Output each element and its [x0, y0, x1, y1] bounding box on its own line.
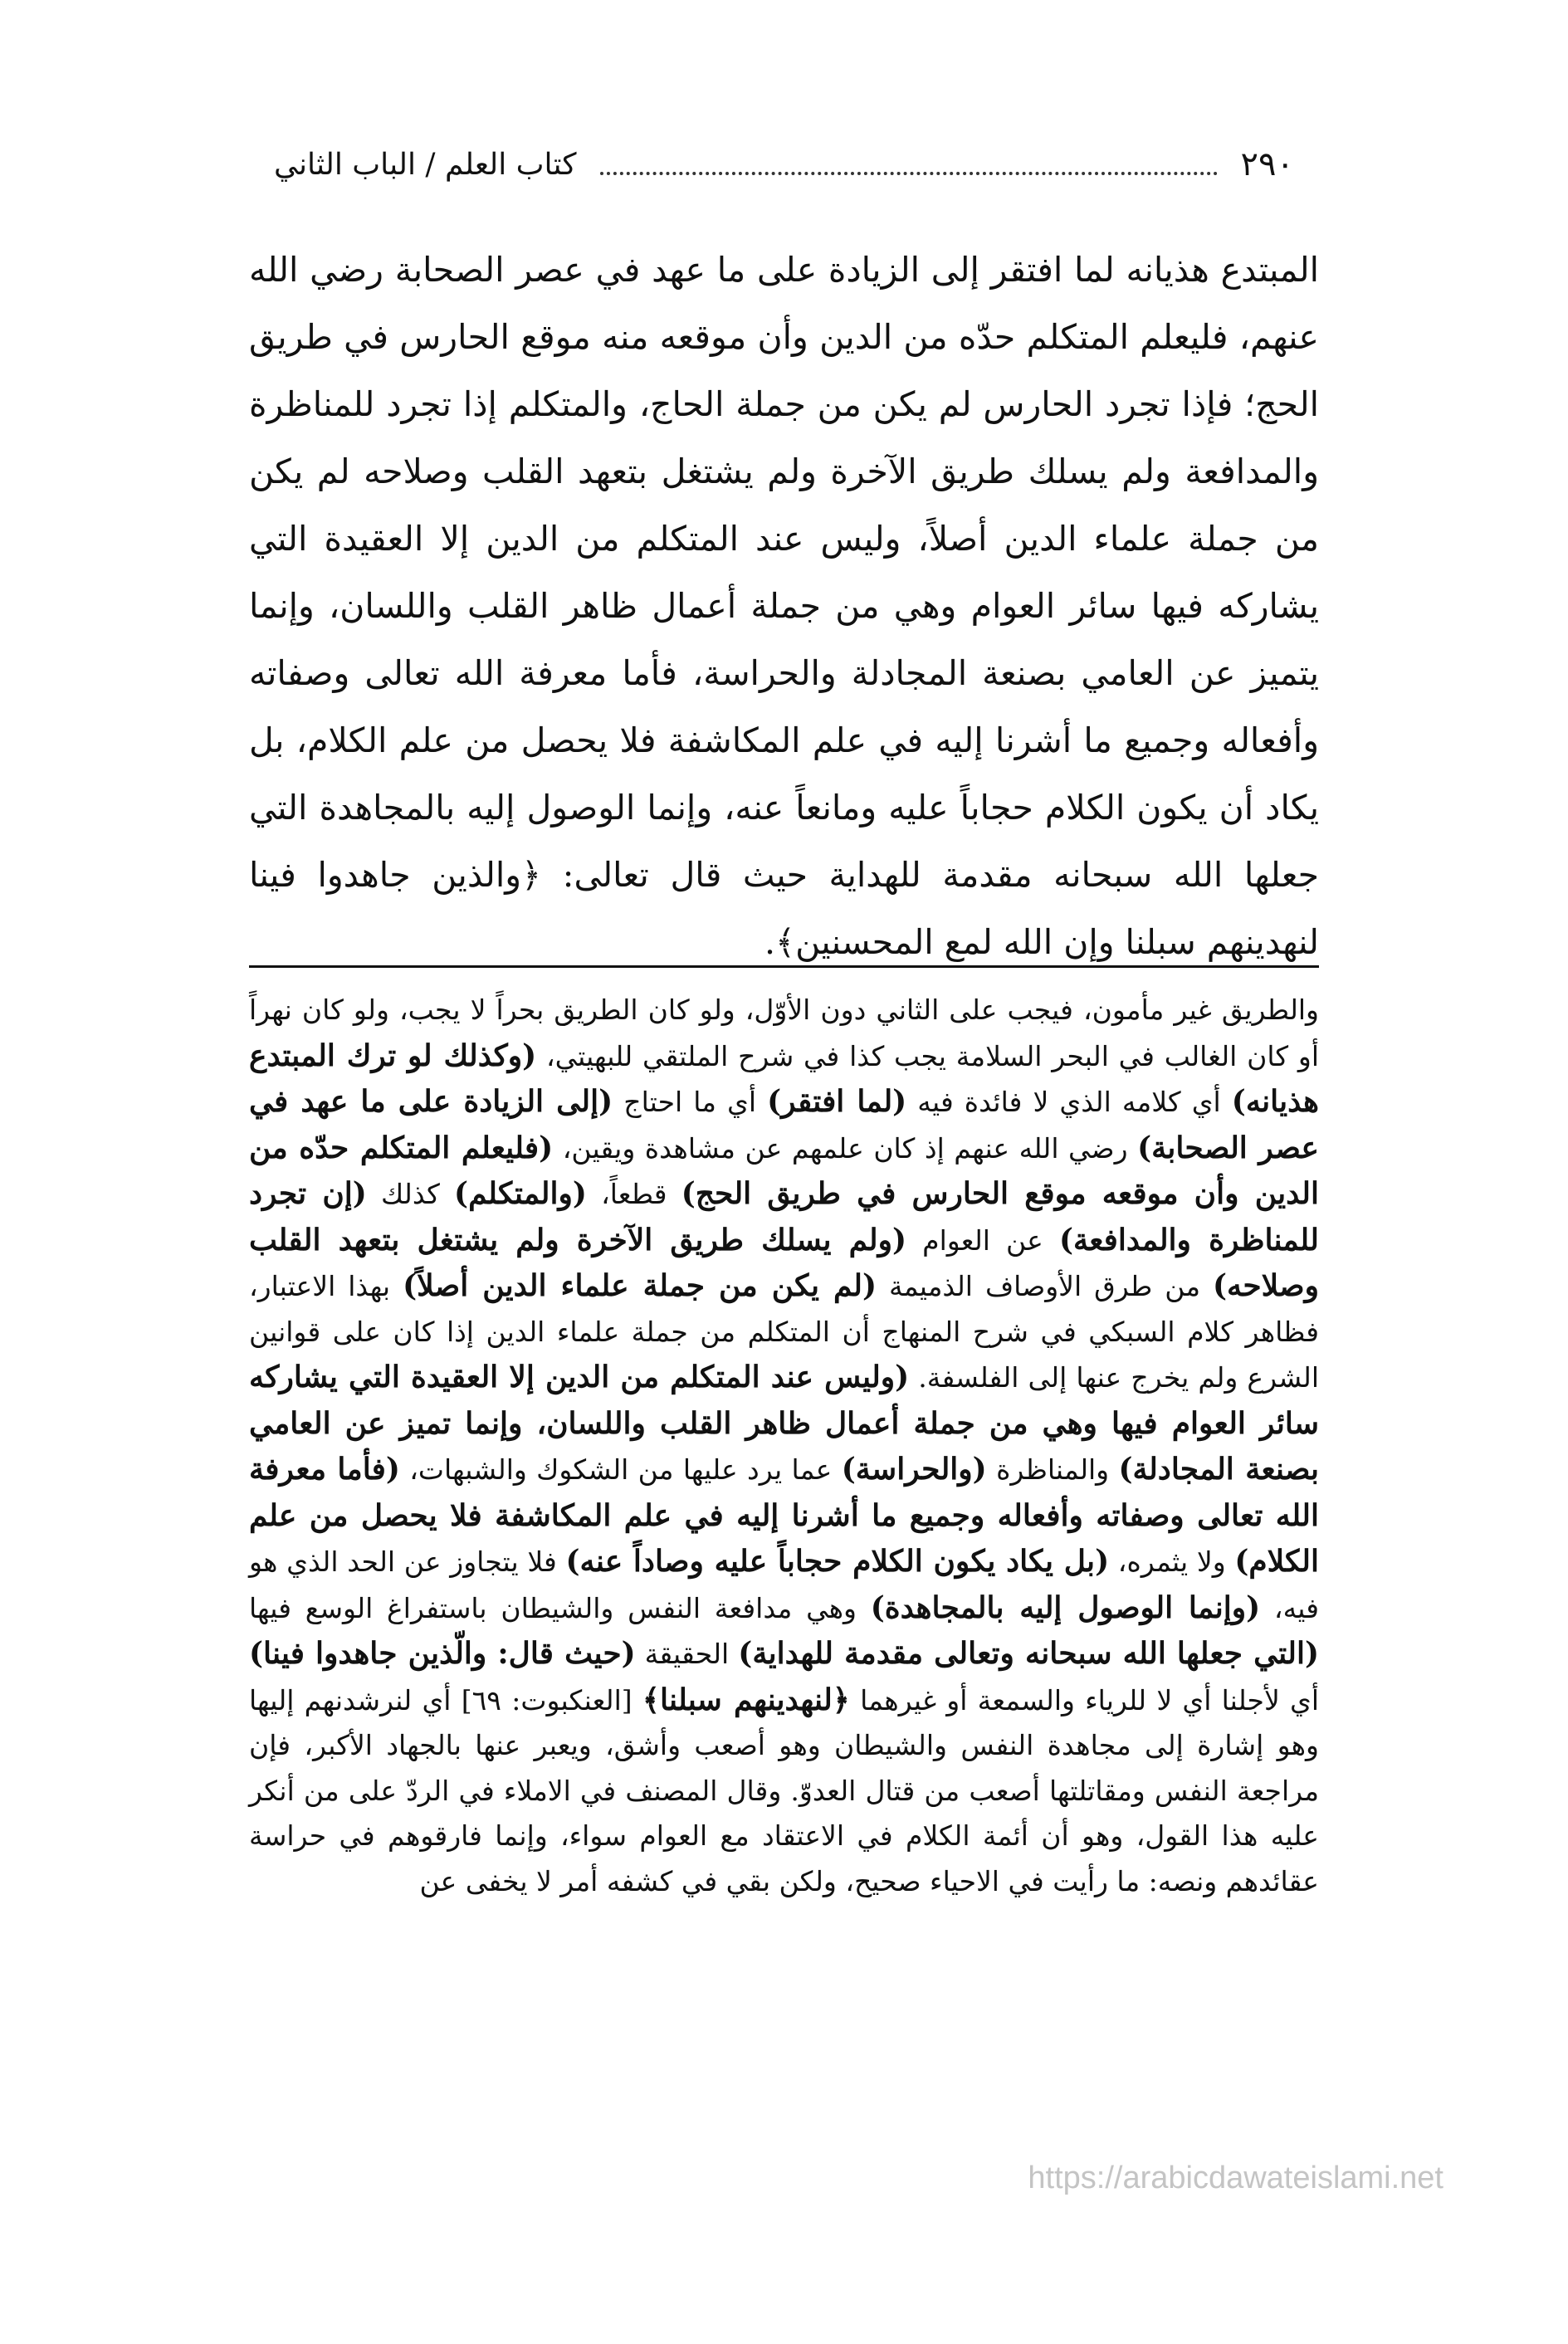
main-paragraph: المبتدع هذيانه لما افتقر إلى الزيادة على ما عهد في عصر الصحابة رضي الله عنهم، فليعلم المتكلم حدّه من الدين وأن موقعه منه موقع الحارس في طريق الحج؛ فإذا تجرد الحارس لم يكن من جملة الحاج، والمتكلم إذا تجرد للمناظرة والمدافعة ولم يسلك طريق الآخرة ولم يشتغل بتعهد القلب وصلاحه لم يكن من جملة علماء الدين أصلاً، وليس عند المتكلم من الدين إلا العقيدة التي يشاركه فيها سائر العوام وهي من جملة أعمال ظاهر القلب واللسان، وإنما يتميز عن العامي بصنعة المجادلة والحراسة، فأما معرفة الله تعالى وصفاته وأفعاله وجميع ما أشرنا إليه في علم المكاشفة فلا يحصل من علم الكلام، بل يكاد أن يكون الكلام حجاباً عليه ومانعاً عنه، وإنما الوصول إليه بالمجاهدة التي جعلها الله سبحانه مقدمة للهداية حيث قال تعالى: ﴿والذين جاهدوا فينا لنهدينهم سبلنا وإن الله لمع المحسنين﴾. — [249, 250, 1319, 962]
commentary-text: [العنكبوت: ٦٩] أي لنرشدنهم إليها وهو إشارة إلى مجاهدة النفس والشيطان وهو أصعب وأشق، ويعبر عنها بالجهاد الأكبر، فإن مراجعة النفس ومقاتلتها أصعب من قتال العدوّ. وقال المصنف في الاملاء في الردّ على من أنكر عليه هذا القول، وهو أن أئمة الكلام في الاعتقاد مع العوام سواء، وإنما فارقوهم في حراسة عقائدهم ونصه: ما رأيت في الاحياء صحيح، ولكن بقي في كشفه أمر لا يخفى عن — [249, 1683, 1319, 1897]
commentary-text: عما يرد عليها من الشكوك والشبهات، — [399, 1453, 842, 1486]
quoted-matn: (والمتكلم) — [454, 1176, 587, 1211]
header-dotted-leader — [600, 167, 1218, 175]
quoted-matn: (بل يكاد يكون الكلام حجاباً عليه وصاداً عنه) — [565, 1544, 1110, 1579]
quoted-matn: (إلى الزيادة على ما عهد في عصر الصحابة) — [249, 1084, 1319, 1165]
commentary-text: ولا يثمره، — [1109, 1546, 1235, 1578]
commentary-text: فلا يتجاوز عن الحد الذي هو فيه، — [249, 1546, 1319, 1624]
commentary-text: والطريق غير مأمون، فيجب على الثاني دون الأوّل، ولو كان الطريق بحراً لا يجب، ولو كان نهراً أو كان الغالب في البحر السلامة يجب كذا في شرح الملتقي للبهيتي، — [249, 994, 1319, 1072]
commentary-text: وهي مدافعة النفس والشيطان باستفراغ الوسع فيها — [249, 1591, 871, 1624]
quoted-matn: (لم يكن من جملة علماء الدين أصلاً) — [403, 1268, 877, 1303]
commentary-text: أي لأجلنا أي لا للرياء والسمعة أو غيرهما — [849, 1683, 1320, 1716]
commentary-text: أي ما احتاج — [613, 1086, 768, 1118]
commentary-paragraph — [249, 988, 1319, 1904]
commentary-text: رضي الله عنهم إذ كان علمهم عن مشاهدة ويقين، — [553, 1131, 1138, 1165]
quoted-matn: (وإنما الوصول إليه بالمجاهدة) — [870, 1590, 1261, 1625]
commentary-text: كذلك — [366, 1178, 455, 1210]
commentary-text: والمناظرة — [986, 1453, 1119, 1486]
commentary-text: أي كلامه الذي لا فائدة فيه — [906, 1086, 1232, 1118]
commentary-text: بهذا الاعتبار، فظاهر كلام السبكي في شرح المنهاج أن المتكلم من جملة علماء الدين إذا كان على قوانين الشرع ولم يخرج عنها إلى الفلسفة. — [249, 1270, 1319, 1394]
footnote-separator — [249, 965, 1319, 968]
quoted-matn: (فليعلم المتكلم حدّه من الدين وأن موقعه موقع الحارس في طريق الحج) — [249, 1130, 1319, 1211]
header-title: كتاب العلم / الباب الثاني — [274, 147, 577, 182]
commentary-text: الحقيقة — [635, 1638, 739, 1670]
quoted-matn: (لما افتقر) — [767, 1084, 907, 1119]
commentary-text: قطعاً، — [586, 1178, 681, 1210]
quoted-matn: (ولم يسلك طريق الآخرة ولم يشتغل بتعهد القلب وصلاحه) — [249, 1222, 1320, 1303]
quoted-matn: (وكذلك لو ترك المبتدع هذيانه) — [249, 1038, 1320, 1119]
commentary-block — [249, 988, 1319, 1904]
watermark-url: https://arabicdawateislami.net — [1028, 2161, 1443, 2195]
quoted-matn: (التي جعلها الله سبحانه وتعالى مقدمة للهداية) — [738, 1636, 1319, 1671]
main-text-block — [249, 237, 1319, 976]
page-number: ٢٩٠ — [1240, 145, 1294, 183]
quoted-matn: (والحراسة) — [841, 1452, 987, 1487]
quoted-matn: (إن تجرد للمناظرة والمدافعة) — [249, 1176, 1320, 1257]
quoted-verse: ﴿لنهدينهم سبلنا﴾ — [642, 1682, 850, 1717]
quoted-matn: (وليس عند المتكلم من الدين إلا العقيدة التي يشاركه سائر العوام فيها وهي من جملة أعمال ظاهر القلب واللسان، وإنما تميز عن العامي بصنعة المجادلة) — [249, 1360, 1319, 1487]
commentary-text: من طرق الأوصاف الذميمة — [877, 1270, 1213, 1302]
running-header — [274, 139, 1294, 189]
commentary-text: عن العوام — [906, 1223, 1059, 1257]
quoted-matn: (حيث قال: والّذين جاهدوا فينا) — [249, 1636, 636, 1671]
quoted-matn: (فأما معرفة الله تعالى وصفاته وأفعاله وجميع ما أشرنا إليه في علم المكاشفة فلا يحصل من علم الكلام) — [249, 1452, 1319, 1579]
